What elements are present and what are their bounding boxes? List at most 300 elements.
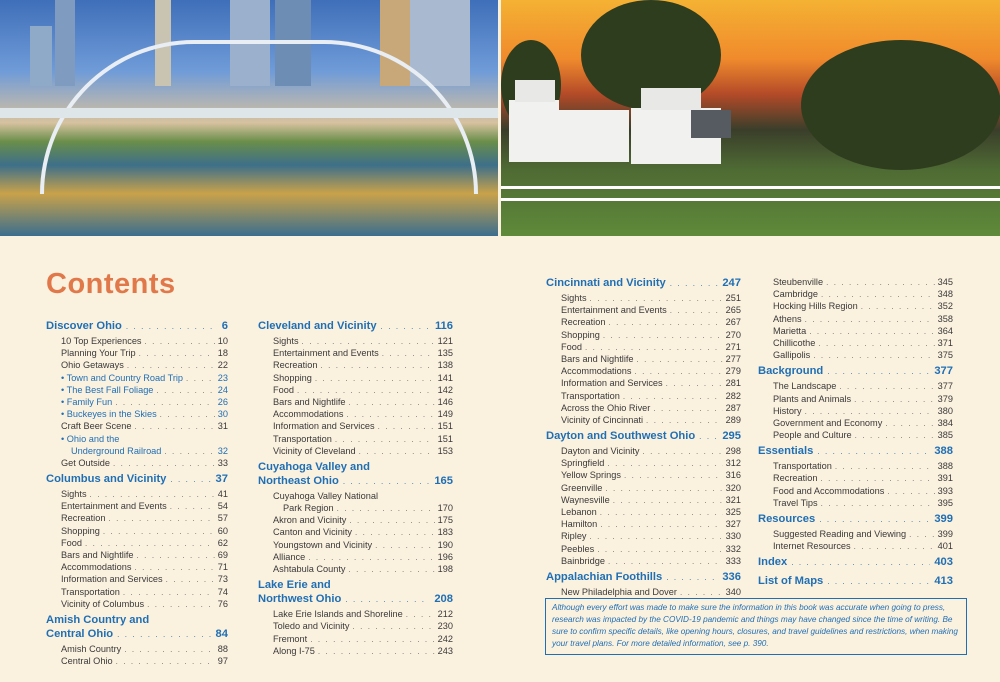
toc-entry bbox=[46, 373, 228, 385]
toc-entry bbox=[758, 541, 953, 553]
toc-leader-dots bbox=[406, 610, 435, 619]
toc-entry-title: Alliance bbox=[273, 551, 306, 562]
toc-section-heading bbox=[546, 430, 741, 446]
toc-entry-title: Along I-75 bbox=[273, 645, 315, 656]
toc-section-heading bbox=[758, 513, 953, 529]
toc-entry bbox=[46, 513, 228, 525]
toc-leader-dots bbox=[680, 588, 723, 597]
toc-entry-title: Sights bbox=[61, 489, 87, 500]
toc-leader-dots bbox=[335, 435, 435, 444]
header-photos bbox=[0, 0, 1000, 236]
toc-page-number: 121 bbox=[437, 336, 453, 346]
toc-page-number: 321 bbox=[725, 494, 741, 505]
toc-leader-dots bbox=[590, 294, 723, 303]
toc-leader-dots bbox=[90, 490, 215, 499]
toc-page-number: 393 bbox=[937, 485, 953, 496]
toc-entry-title: Central Ohio bbox=[46, 627, 114, 640]
toc-section-heading bbox=[758, 365, 953, 381]
toc-page-number: 345 bbox=[937, 277, 953, 287]
toc-entry-title: Ashtabula County bbox=[273, 564, 346, 574]
toc-leader-dots bbox=[603, 331, 723, 340]
toc-section-heading-line bbox=[258, 461, 453, 475]
toc-page-number: 267 bbox=[725, 317, 741, 328]
toc-section-heading-line bbox=[258, 579, 453, 593]
toc-entry-title: Bars and Nightlife bbox=[273, 396, 346, 407]
toc-page-number: 371 bbox=[937, 337, 953, 348]
toc-entry bbox=[258, 515, 453, 527]
toc-leader-dots bbox=[116, 657, 215, 666]
toc-page-number: 364 bbox=[937, 325, 953, 336]
toc-page-number: 230 bbox=[437, 621, 453, 632]
toc-leader-dots bbox=[826, 278, 935, 287]
toc-page-number: 212 bbox=[437, 609, 453, 620]
toc-page-number: 298 bbox=[725, 446, 741, 457]
toc-entry bbox=[258, 540, 453, 552]
toc-entry bbox=[46, 360, 228, 372]
toc-leader-dots bbox=[355, 528, 435, 537]
toc-page-number: 26 bbox=[217, 396, 228, 407]
toc-leader-dots bbox=[103, 527, 215, 536]
toc-entry-title: Chillicothe bbox=[773, 337, 816, 348]
toc-leader-dots bbox=[382, 349, 435, 358]
toc-section-heading bbox=[758, 445, 953, 461]
toc-entry bbox=[258, 360, 453, 372]
toc-leader-dots bbox=[608, 557, 723, 566]
toc-entry bbox=[258, 503, 453, 515]
toc-entry bbox=[546, 378, 741, 390]
toc-leader-dots bbox=[827, 577, 930, 586]
toc-leader-dots bbox=[134, 563, 214, 572]
toc-page-number: 175 bbox=[437, 515, 453, 526]
toc-page-number: 116 bbox=[434, 320, 453, 332]
toc-section-heading bbox=[758, 556, 953, 572]
toc-entry bbox=[758, 350, 953, 362]
toc-entry bbox=[546, 305, 741, 317]
toc-entry-title: • The Best Fall Foliage bbox=[61, 385, 153, 395]
toc-page-number: 57 bbox=[217, 513, 228, 524]
toc-page-number: 251 bbox=[725, 293, 741, 303]
toc-entry bbox=[758, 498, 953, 510]
toc-entry-title: Vicinity of Cincinnati bbox=[561, 414, 644, 425]
toc-leader-dots bbox=[818, 339, 934, 348]
toc-entry-title: Springfield bbox=[561, 458, 605, 469]
toc-entry-title: Northeast Ohio bbox=[258, 474, 339, 487]
toc-page-number: 325 bbox=[725, 507, 741, 517]
toc-entry-title: Hocking Hills Region bbox=[773, 301, 858, 312]
toc-column-4 bbox=[758, 277, 953, 591]
toc-page-number: 336 bbox=[722, 570, 741, 583]
toc-entry bbox=[546, 354, 741, 366]
toc-entry-title: Information and Services bbox=[561, 378, 663, 389]
toc-page-number: 151 bbox=[437, 433, 453, 444]
toc-entry bbox=[258, 421, 453, 433]
toc-entry bbox=[258, 646, 453, 658]
toc-page-number: 352 bbox=[937, 301, 953, 312]
toc-leader-dots bbox=[819, 515, 930, 524]
toc-page-number: 208 bbox=[434, 593, 453, 606]
toc-column-1 bbox=[46, 320, 228, 668]
toc-entry bbox=[46, 562, 228, 574]
toc-entry bbox=[546, 495, 741, 507]
toc-entry-title: Canton and Vicinity bbox=[273, 527, 352, 538]
toc-leader-dots bbox=[854, 542, 935, 551]
toc-entry bbox=[546, 531, 741, 543]
toc-entry-title: Recreation bbox=[561, 317, 606, 328]
toc-entry-title: Greenville bbox=[561, 482, 603, 493]
toc-entry-title: Cuyahoga Valley National bbox=[273, 490, 379, 501]
toc-entry-title: Fremont bbox=[273, 633, 308, 644]
toc-entry bbox=[258, 621, 453, 633]
toc-leader-dots bbox=[855, 431, 935, 440]
toc-entry-title: Recreation bbox=[773, 473, 818, 484]
toc-entry-title: Plants and Animals bbox=[773, 393, 852, 404]
toc-entry-title: Lake Erie and bbox=[258, 579, 331, 592]
toc-leader-dots bbox=[827, 367, 930, 376]
toc-page-number: 380 bbox=[937, 405, 953, 416]
toc-entry-title: • Family Fun bbox=[61, 397, 112, 407]
toc-leader-dots bbox=[124, 645, 215, 654]
toc-entry-title: Appalachian Foothills bbox=[546, 570, 663, 583]
toc-leader-dots bbox=[653, 404, 722, 413]
toc-entry-title: Entertainment and Events bbox=[61, 501, 167, 512]
toc-page-number: 295 bbox=[722, 430, 741, 443]
toc-entry-title: Cuyahoga Valley and bbox=[258, 460, 370, 473]
toc-leader-dots bbox=[805, 315, 935, 324]
toc-page-number: 391 bbox=[937, 473, 953, 484]
toc-page-number: 149 bbox=[437, 409, 453, 420]
photo-columbus-skyline bbox=[0, 0, 498, 236]
toc-leader-dots bbox=[346, 410, 434, 419]
toc-entry bbox=[546, 470, 741, 482]
toc-entry bbox=[258, 564, 453, 576]
toc-leader-dots bbox=[909, 530, 935, 539]
toc-leader-dots bbox=[164, 447, 214, 456]
toc-page-number: 340 bbox=[725, 586, 741, 597]
toc-leader-dots bbox=[597, 545, 722, 554]
toc-leader-dots bbox=[666, 573, 718, 582]
toc-leader-dots bbox=[600, 508, 723, 517]
toc-entry-title: Waynesville bbox=[561, 494, 610, 505]
toc-entry-title: Transportation bbox=[61, 586, 120, 597]
toc-page-number: 18 bbox=[217, 348, 228, 359]
toc-entry-title: Information and Services bbox=[273, 421, 375, 432]
toc-entry bbox=[258, 385, 453, 397]
toc-page-number: 327 bbox=[725, 519, 741, 530]
toc-leader-dots bbox=[820, 474, 934, 483]
toc-page-number: 399 bbox=[934, 513, 953, 525]
toc-entry bbox=[758, 394, 953, 406]
toc-entry bbox=[258, 634, 453, 646]
toc-entry-title: Transportation bbox=[773, 461, 832, 472]
toc-entry-title: Marietta bbox=[773, 325, 807, 336]
toc-leader-dots bbox=[349, 565, 435, 574]
toc-entry bbox=[258, 434, 453, 446]
toc-page-number: 24 bbox=[217, 384, 228, 395]
toc-entry-title: Cambridge bbox=[773, 289, 818, 300]
toc-entry bbox=[46, 458, 228, 470]
toc-page-number: 395 bbox=[937, 497, 953, 508]
toc-page-number: 320 bbox=[725, 482, 741, 493]
toc-leader-dots bbox=[839, 382, 934, 391]
toc-entry-title: The Landscape bbox=[773, 381, 837, 392]
toc-entry bbox=[258, 348, 453, 360]
toc-leader-dots bbox=[642, 447, 722, 456]
toc-page-number: 84 bbox=[215, 627, 228, 640]
toc-entry-title: Steubenville bbox=[773, 277, 824, 287]
toc-leader-dots bbox=[349, 516, 434, 525]
toc-page-number: 153 bbox=[437, 445, 453, 456]
toc-page-number: 270 bbox=[725, 329, 741, 340]
toc-leader-dots bbox=[378, 422, 435, 431]
toc-entry bbox=[46, 336, 228, 348]
toc-entry bbox=[758, 430, 953, 442]
page-title: Contents bbox=[46, 268, 176, 300]
toc-page-number: 282 bbox=[725, 390, 741, 401]
toc-page-number: 279 bbox=[725, 366, 741, 377]
toc-entry bbox=[546, 446, 741, 458]
toc-section-heading bbox=[258, 320, 453, 336]
toc-section-heading bbox=[758, 575, 953, 591]
toc-entry-title: Gallipolis bbox=[773, 350, 811, 361]
toc-entry-title: Recreation bbox=[61, 513, 106, 524]
toc-entry-title: Internet Resources bbox=[773, 541, 851, 552]
toc-entry-title: Cincinnati and Vicinity bbox=[546, 277, 666, 289]
toc-leader-dots bbox=[318, 647, 435, 656]
toc-entry-title: Ripley bbox=[561, 531, 587, 542]
toc-page-number: 196 bbox=[437, 551, 453, 562]
toc-page-number: 10 bbox=[217, 336, 228, 346]
toc-page-number: 384 bbox=[937, 417, 953, 428]
toc-page-number: 54 bbox=[217, 501, 228, 512]
toc-entry-title: Craft Beer Scene bbox=[61, 421, 132, 432]
toc-entry-title: Lebanon bbox=[561, 507, 597, 517]
toc-leader-dots bbox=[637, 355, 723, 364]
toc-section-heading bbox=[46, 320, 228, 336]
toc-page-number: 74 bbox=[217, 586, 228, 597]
toc-page-number: 37 bbox=[215, 473, 228, 486]
toc-entry bbox=[46, 587, 228, 599]
toc-page-number: 247 bbox=[722, 277, 741, 289]
toc-entry bbox=[46, 501, 228, 513]
toc-entry-title: Bars and Nightlife bbox=[61, 550, 134, 560]
toc-leader-dots bbox=[817, 447, 930, 456]
toc-leader-dots bbox=[791, 558, 930, 567]
toc-entry-title: Travel Tips bbox=[773, 497, 818, 508]
toc-entry bbox=[258, 373, 453, 385]
toc-entry-title: Shopping bbox=[273, 372, 312, 383]
toc-leader-dots bbox=[156, 386, 214, 395]
toc-section-heading bbox=[258, 593, 453, 609]
toc-page-number: 333 bbox=[725, 555, 741, 566]
toc-leader-dots bbox=[600, 520, 722, 529]
toc-page-number: 358 bbox=[937, 313, 953, 324]
toc-leader-dots bbox=[670, 279, 719, 288]
toc-page-number: 151 bbox=[437, 421, 453, 432]
toc-page-number: 388 bbox=[937, 461, 953, 472]
toc-page-number: 271 bbox=[725, 341, 741, 352]
toc-page-number: 348 bbox=[937, 289, 953, 300]
toc-entry-title: Shopping bbox=[61, 525, 100, 536]
toc-entry-title: Accommodations bbox=[61, 562, 132, 573]
toc-page-number: 281 bbox=[725, 378, 741, 389]
toc-entry-title: Toledo and Vicinity bbox=[273, 621, 350, 632]
toc-leader-dots bbox=[590, 532, 723, 541]
toc-page-number: 388 bbox=[934, 445, 953, 458]
toc-leader-dots bbox=[108, 514, 214, 523]
toc-leader-dots bbox=[885, 419, 934, 428]
toc-leader-dots bbox=[117, 630, 211, 639]
toc-entry bbox=[546, 544, 741, 556]
toc-entry bbox=[758, 418, 953, 430]
toc-page-number: 277 bbox=[725, 353, 741, 364]
toc-leader-dots bbox=[352, 622, 434, 631]
toc-leader-dots bbox=[137, 551, 215, 560]
toc-leader-dots bbox=[623, 392, 723, 401]
toc-entry bbox=[546, 342, 741, 354]
toc-page-number: 377 bbox=[934, 365, 953, 378]
toc-entry-title: New Philadelphia and Dover bbox=[561, 586, 677, 597]
toc-leader-dots bbox=[821, 290, 935, 299]
toc-page-number: 379 bbox=[937, 393, 953, 404]
toc-leader-dots bbox=[835, 462, 935, 471]
toc-page-number: 312 bbox=[725, 458, 741, 469]
toc-entry-title: Discover Ohio bbox=[46, 320, 122, 332]
toc-entry-title: Amish Country and bbox=[46, 613, 150, 626]
toc-entry-title: Vicinity of Cleveland bbox=[273, 445, 356, 456]
toc-entry bbox=[758, 461, 953, 473]
toc-leader-dots bbox=[310, 635, 434, 644]
toc-page-number: 399 bbox=[937, 529, 953, 539]
toc-page-number: 97 bbox=[217, 656, 228, 667]
toc-page-number: 375 bbox=[937, 350, 953, 361]
toc-leader-dots bbox=[145, 337, 215, 346]
toc-entry bbox=[46, 526, 228, 538]
toc-entry bbox=[546, 519, 741, 531]
toc-entry-title: Across the Ohio River bbox=[561, 402, 651, 413]
toc-leader-dots bbox=[308, 553, 434, 562]
toc-entry bbox=[546, 483, 741, 495]
toc-leader-dots bbox=[375, 541, 435, 550]
toc-entry-title: Transportation bbox=[561, 390, 620, 401]
toc-page-number: 73 bbox=[217, 574, 228, 585]
toc-leader-dots bbox=[821, 499, 935, 508]
toc-leader-dots bbox=[123, 588, 215, 597]
toc-entry-title: Ohio Getaways bbox=[61, 360, 124, 371]
toc-entry bbox=[546, 507, 741, 519]
toc-leader-dots bbox=[809, 327, 934, 336]
toc-entry bbox=[546, 293, 741, 305]
toc-entry bbox=[258, 397, 453, 409]
toc-entry-title: Athens bbox=[773, 313, 802, 324]
toc-section-heading bbox=[46, 628, 228, 644]
toc-page-number: 198 bbox=[437, 564, 453, 574]
toc-page-number: 401 bbox=[937, 541, 953, 552]
toc-leader-dots bbox=[126, 322, 218, 331]
toc-entry-line bbox=[46, 434, 228, 446]
toc-page-number: 403 bbox=[934, 556, 953, 569]
toc-entry-title: Dayton and Vicinity bbox=[561, 446, 640, 457]
toc-entry bbox=[46, 574, 228, 586]
toc-entry bbox=[758, 314, 953, 326]
toc-page-number: 6 bbox=[221, 320, 228, 332]
toc-entry-title: Accommodations bbox=[273, 409, 344, 420]
toc-entry bbox=[758, 381, 953, 393]
toc-leader-dots bbox=[585, 343, 723, 352]
toc-entry bbox=[46, 656, 228, 668]
toc-entry-line bbox=[258, 491, 453, 503]
toc-entry-title: Yellow Springs bbox=[561, 470, 621, 481]
toc-page-number: 183 bbox=[437, 527, 453, 538]
toc-entry bbox=[258, 527, 453, 539]
toc-leader-dots bbox=[607, 459, 722, 468]
toc-entry-title: Peebles bbox=[561, 543, 595, 554]
photo-farmhouse-sunset bbox=[501, 0, 1000, 236]
toc-entry-title: Sights bbox=[273, 336, 299, 346]
toc-leader-dots bbox=[666, 379, 723, 388]
toc-entry-title: Lake Erie Islands and Shoreline bbox=[273, 609, 403, 620]
toc-entry-title: Akron and Vicinity bbox=[273, 515, 347, 526]
toc-entry bbox=[46, 409, 228, 421]
toc-entry bbox=[758, 301, 953, 313]
toc-entry-title: Index bbox=[758, 556, 788, 569]
toc-entry-title: Bars and Nightlife bbox=[561, 353, 634, 364]
toc-leader-dots bbox=[147, 600, 215, 609]
toc-page-number: 41 bbox=[217, 489, 228, 500]
toc-leader-dots bbox=[115, 398, 215, 407]
toc-page-number: 32 bbox=[217, 445, 228, 456]
toc-page-number: 71 bbox=[217, 562, 228, 573]
toc-leader-dots bbox=[160, 410, 215, 419]
toc-entry-title: Entertainment and Events bbox=[273, 348, 379, 359]
toc-entry-title: Government and Economy bbox=[773, 417, 883, 428]
toc-entry bbox=[758, 338, 953, 350]
toc-entry-title: Background bbox=[758, 365, 824, 378]
toc-page-number: 33 bbox=[217, 457, 228, 468]
toc-leader-dots bbox=[624, 471, 723, 480]
toc-page-number: 170 bbox=[437, 503, 453, 514]
toc-entry bbox=[758, 326, 953, 338]
toc-page-number: 165 bbox=[434, 474, 453, 487]
toc-entry-title: Shopping bbox=[561, 329, 600, 340]
toc-entry-title: Food and Accommodations bbox=[773, 485, 885, 496]
toc-page-number: 138 bbox=[437, 360, 453, 371]
toc-leader-dots bbox=[699, 432, 718, 441]
toc-entry bbox=[258, 609, 453, 621]
toc-entry-title: Food bbox=[561, 341, 582, 352]
toc-leader-dots bbox=[320, 361, 434, 370]
toc-leader-dots bbox=[302, 337, 435, 346]
toc-leader-dots bbox=[113, 459, 215, 468]
toc-page-number: 76 bbox=[217, 598, 228, 609]
toc-leader-dots bbox=[345, 595, 430, 604]
toc-entry-title: Hamilton bbox=[561, 519, 598, 530]
toc-entry-title: Essentials bbox=[758, 445, 814, 458]
toc-section-heading-line bbox=[46, 614, 228, 628]
toc-entry bbox=[758, 406, 953, 418]
toc-section-heading bbox=[546, 277, 741, 293]
toc-page-number: 135 bbox=[437, 348, 453, 359]
toc-entry-title: Youngstown and Vicinity bbox=[273, 539, 373, 550]
toc-entry bbox=[546, 391, 741, 403]
toc-entry-title: Suggested Reading and Viewing bbox=[773, 529, 907, 539]
toc-page-number: 287 bbox=[725, 402, 741, 413]
toc-entry bbox=[758, 473, 953, 485]
toc-entry-title: Resources bbox=[758, 513, 816, 525]
toc-leader-dots bbox=[381, 322, 431, 331]
toc-entry bbox=[46, 599, 228, 611]
toc-entry-title: Entertainment and Events bbox=[561, 305, 667, 316]
toc-section-heading bbox=[46, 473, 228, 489]
